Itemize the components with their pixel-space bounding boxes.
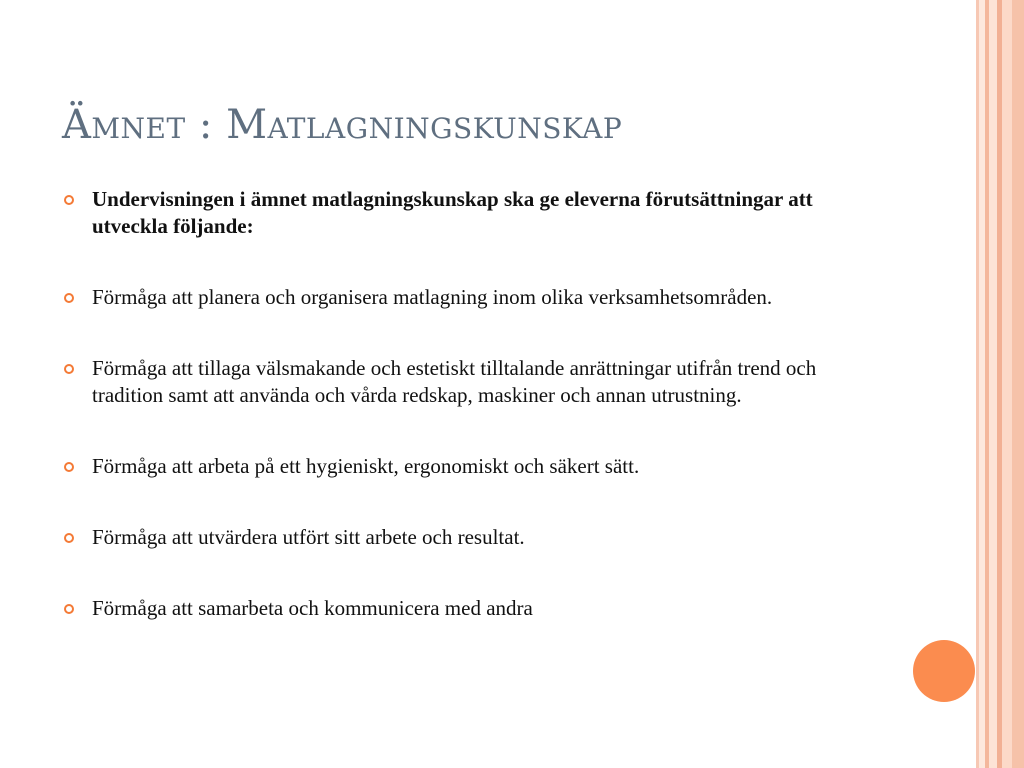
bullet-item	[62, 453, 892, 480]
bullet-item	[62, 595, 892, 622]
bullet-circle-icon	[64, 293, 74, 303]
bullet-text: Förmåga att planera och organisera matlagning inom olika verksamhetsområden.	[92, 285, 773, 309]
decorative-stripe	[989, 0, 997, 768]
bullet-text: Förmåga att arbeta på ett hygieniskt, ergonomiskt och säkert sätt.	[92, 454, 640, 478]
bullet-circle-icon	[64, 533, 74, 543]
decorative-stripe	[1002, 0, 1012, 768]
bullet-circle-icon	[64, 195, 74, 205]
bullet-circle-icon	[64, 462, 74, 472]
bullet-item	[62, 284, 892, 311]
bullet-circle-icon	[64, 364, 74, 374]
decorative-stripe	[1012, 0, 1024, 768]
bullet-list	[62, 186, 892, 666]
bullet-item	[62, 524, 892, 551]
bullet-text: Förmåga att samarbeta och kommunicera med andra	[92, 596, 533, 620]
decorative-circle	[913, 640, 975, 702]
slide-title: Ämnet : Matlagningskunskap	[62, 102, 623, 148]
bullet-text: Förmåga att tillaga välsmakande och estetiskt tilltalande anrättningar utifrån trend och tradition samt att använda och vårda redskap, maskiner och annan utrustning.	[92, 356, 817, 407]
bullet-item	[62, 355, 892, 409]
bullet-item	[62, 186, 892, 240]
bullet-text: Undervisningen i ämnet matlagningskunskap ska ge eleverna förutsättningar att utveckla följande:	[92, 187, 813, 238]
bullet-text: Förmåga att utvärdera utfört sitt arbete och resultat.	[92, 525, 525, 549]
bullet-circle-icon	[64, 604, 74, 614]
